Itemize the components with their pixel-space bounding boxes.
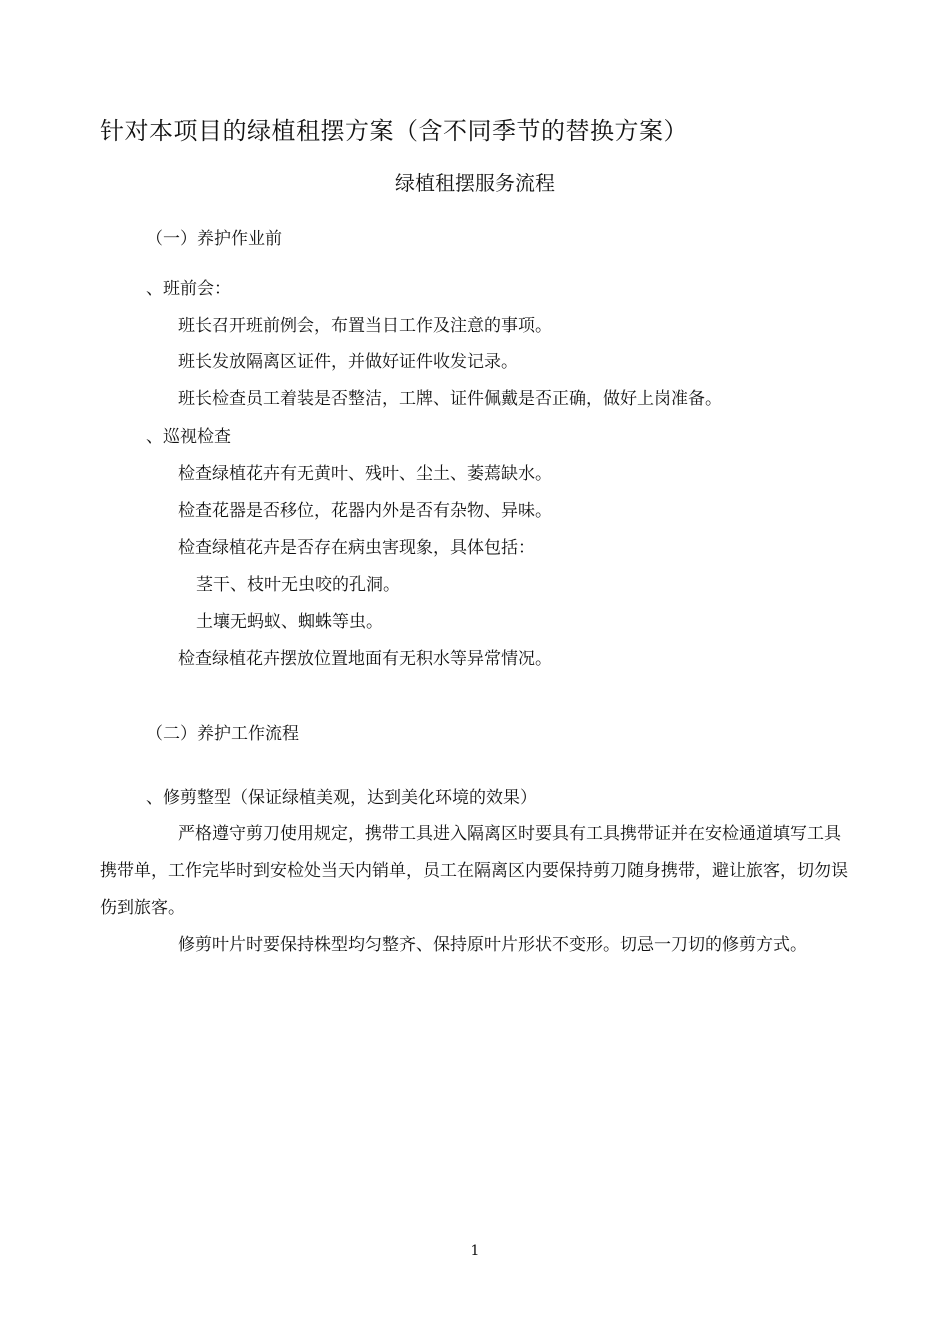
- section-2-heading: （二）养护工作流程: [146, 724, 299, 744]
- section-1-item-2-line-2: 检查花器是否移位，花器内外是否有杂物、异味。: [178, 501, 552, 521]
- page-number: 1: [470, 1243, 480, 1259]
- section-1-item-1-line-3: 班长检查员工着装是否整洁，工牌、证件佩戴是否正确，做好上岗准备。: [178, 389, 722, 409]
- document-title: 针对本项目的绿植租摆方案（含不同季节的替换方案）: [100, 117, 688, 145]
- section-1-item-2-line-1: 检查绿植花卉有无黄叶、残叶、尘土、萎蔫缺水。: [178, 464, 552, 484]
- section-1-item-1-line-2: 班长发放隔离区证件，并做好证件收发记录。: [178, 352, 518, 372]
- section-1-item-2-subline-1: 茎干、枝叶无虫咬的孔洞。: [196, 575, 400, 595]
- section-1-item-2-last-line: 检查绿植花卉摆放位置地面有无积水等异常情况。: [178, 649, 552, 669]
- section-1-item-1-line-1: 班长召开班前例会，布置当日工作及注意的事项。: [178, 316, 552, 336]
- section-2-paragraph-2: 修剪叶片时要保持株型均匀整齐、保持原叶片形状不变形。切忌一刀切的修剪方式。: [178, 935, 807, 955]
- section-1-heading: （一）养护作业前: [146, 229, 282, 249]
- section-1-item-1-heading: 、班前会：: [146, 279, 231, 299]
- section-1-item-2-heading: 、巡视检查: [146, 427, 231, 447]
- document-subtitle: 绿植租摆服务流程: [395, 171, 555, 195]
- section-1-item-2-line-3: 检查绿植花卉是否存在病虫害现象，具体包括：: [178, 538, 535, 558]
- section-1-item-2-subline-2: 土壤无蚂蚁、蜘蛛等虫。: [196, 612, 383, 632]
- section-2-item-1-heading: 、修剪整型（保证绿植美观，达到美化环境的效果）: [146, 788, 537, 808]
- section-2-paragraph-1: 严格遵守剪刀使用规定，携带工具进入隔离区时要具有工具携带证并在安检通道填写工具携带单，工作完毕时到安检处当天内销单，员工在隔离区内要保持剪刀随身携带，避让旅客，切勿误伤到旅客。: [100, 824, 848, 918]
